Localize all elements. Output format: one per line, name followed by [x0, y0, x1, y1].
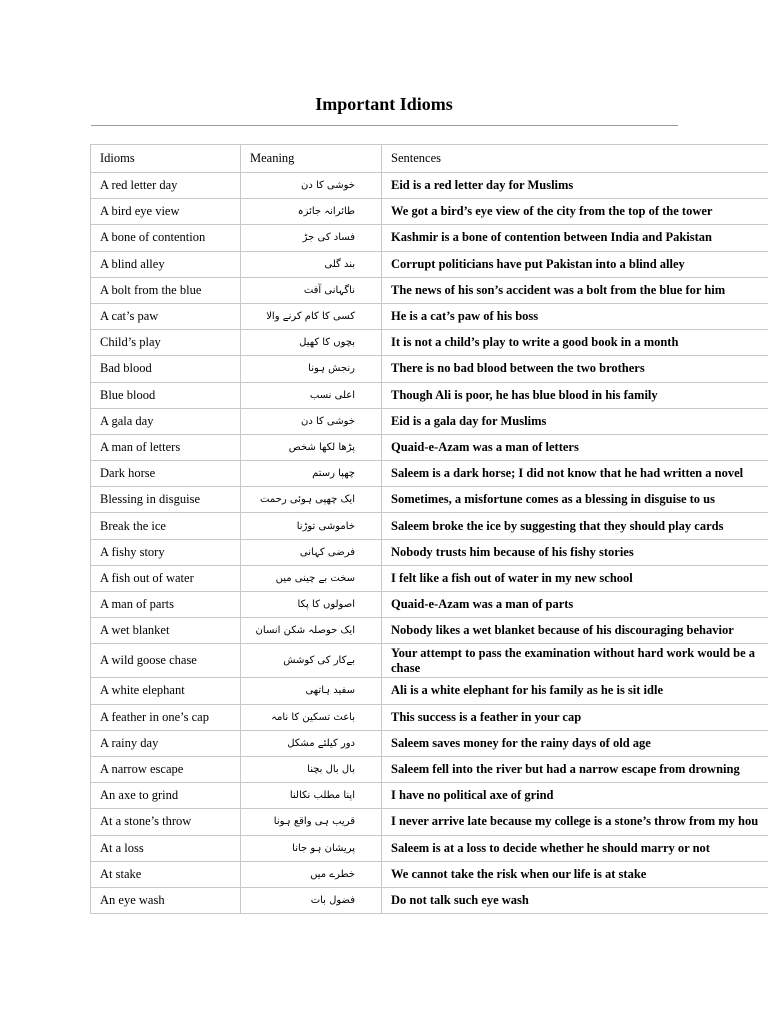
- idiom-cell: Blue blood: [91, 382, 241, 408]
- table-row: [91, 644, 768, 678]
- meaning-cell: باعث تسکین کا نامہ: [241, 704, 382, 730]
- meaning-cell: بچوں کا کھیل: [241, 330, 382, 356]
- table-row: [91, 408, 768, 434]
- page-title: Important Idioms: [315, 94, 453, 114]
- table-row: [91, 678, 768, 704]
- meaning-cell: خطرے میں: [241, 861, 382, 887]
- meaning-cell: ناگہانی آفت: [241, 277, 382, 303]
- table-row: [91, 861, 768, 887]
- sentence-cell: Quaid-e-Azam was a man of parts: [382, 592, 768, 618]
- table-row: [91, 461, 768, 487]
- idiom-cell: A bolt from the blue: [91, 277, 241, 303]
- table-row: [91, 730, 768, 756]
- idiom-cell: A cat’s paw: [91, 303, 241, 329]
- sentence-cell: Corrupt politicians have put Pakistan into a blind alley: [382, 251, 768, 277]
- meaning-cell: چھپا رستم: [241, 461, 382, 487]
- meaning-cell: اصولوں کا پکا: [241, 592, 382, 618]
- idiom-cell: A man of parts: [91, 592, 241, 618]
- table-row: [91, 783, 768, 809]
- table-row: [91, 565, 768, 591]
- idiom-cell: Blessing in disguise: [91, 487, 241, 513]
- table-row: [91, 513, 768, 539]
- meaning-cell: رنجش ہونا: [241, 356, 382, 382]
- meaning-cell: بےکار کی کوشش: [241, 644, 382, 678]
- sentence-cell: We got a bird’s eye view of the city from the top of the tower: [382, 199, 768, 225]
- sentence-cell: I never arrive late because my college is a stone’s throw from my hou: [382, 809, 768, 835]
- table-body: [91, 173, 768, 914]
- sentence-cell: Saleem is at a loss to decide whether he should marry or not: [382, 835, 768, 861]
- table-row: [91, 704, 768, 730]
- idiom-cell: A man of letters: [91, 434, 241, 460]
- idiom-cell: Bad blood: [91, 356, 241, 382]
- sentence-cell: Saleem fell into the river but had a narrow escape from drowning: [382, 756, 768, 782]
- sentence-cell: Eid is a gala day for Muslims: [382, 408, 768, 434]
- table-row: [91, 330, 768, 356]
- idiom-cell: Break the ice: [91, 513, 241, 539]
- meaning-cell: دور کیلئے مشکل: [241, 730, 382, 756]
- idiom-cell: A feather in one’s cap: [91, 704, 241, 730]
- table-row: [91, 434, 768, 460]
- meaning-cell: پڑھا لکھا شخص: [241, 434, 382, 460]
- meaning-cell: قریب ہی واقع ہونا: [241, 809, 382, 835]
- meaning-cell: بال بال بچنا: [241, 756, 382, 782]
- idiom-cell: A wet blanket: [91, 618, 241, 644]
- table-row: [91, 303, 768, 329]
- idiom-cell: A bone of contention: [91, 225, 241, 251]
- meaning-cell: خوشی کا دن: [241, 173, 382, 199]
- header-sentences: Sentences: [382, 145, 768, 173]
- sentence-cell: This success is a feather in your cap: [382, 704, 768, 730]
- table-row: [91, 487, 768, 513]
- sentence-cell: We cannot take the risk when our life is at stake: [382, 861, 768, 887]
- table-row: [91, 887, 768, 913]
- sentence-cell: Do not talk such eye wash: [382, 887, 768, 913]
- table-row: [91, 251, 768, 277]
- table-row: [91, 539, 768, 565]
- table-row: [91, 277, 768, 303]
- idiom-cell: An axe to grind: [91, 783, 241, 809]
- idiom-cell: A narrow escape: [91, 756, 241, 782]
- idiom-cell: At stake: [91, 861, 241, 887]
- table-row: [91, 592, 768, 618]
- idioms-table: [90, 144, 768, 914]
- sentence-cell: Saleem is a dark horse; I did not know that he had written a novel: [382, 461, 768, 487]
- sentence-cell: Ali is a white elephant for his family as he is sit idle: [382, 678, 768, 704]
- sentence-cell: Nobody trusts him because of his fishy stories: [382, 539, 768, 565]
- sentence-cell: Sometimes, a misfortune comes as a blessing in disguise to us: [382, 487, 768, 513]
- idiom-cell: A bird eye view: [91, 199, 241, 225]
- meaning-cell: پریشان ہو جانا: [241, 835, 382, 861]
- table-row: [91, 618, 768, 644]
- header-idioms: Idioms: [91, 145, 241, 173]
- meaning-cell: ایک چھپی ہوئی رحمت: [241, 487, 382, 513]
- sentence-cell: Saleem saves money for the rainy days of old age: [382, 730, 768, 756]
- meaning-cell: طائرانہ جائزہ: [241, 199, 382, 225]
- sentence-cell: The news of his son’s accident was a bolt from the blue for him: [382, 277, 768, 303]
- idiom-cell: A white elephant: [91, 678, 241, 704]
- sentence-cell: Nobody likes a wet blanket because of his discouraging behavior: [382, 618, 768, 644]
- sentence-cell: I have no political axe of grind: [382, 783, 768, 809]
- sentence-cell: There is no bad blood between the two brothers: [382, 356, 768, 382]
- meaning-cell: خاموشی توڑنا: [241, 513, 382, 539]
- sentence-cell: Though Ali is poor, he has blue blood in his family: [382, 382, 768, 408]
- meaning-cell: ایک حوصلہ شکن انسان: [241, 618, 382, 644]
- idiom-cell: A rainy day: [91, 730, 241, 756]
- meaning-cell: بند گلی: [241, 251, 382, 277]
- table-row: [91, 356, 768, 382]
- header-meaning: Meaning: [241, 145, 382, 173]
- idiom-cell: Dark horse: [91, 461, 241, 487]
- meaning-cell: سفید ہاتھی: [241, 678, 382, 704]
- idiom-cell: At a loss: [91, 835, 241, 861]
- table-row: [91, 809, 768, 835]
- meaning-cell: سخت بے چینی میں: [241, 565, 382, 591]
- table-row: [91, 173, 768, 199]
- sentence-cell: It is not a child’s play to write a good book in a month: [382, 330, 768, 356]
- meaning-cell: فساد کی جڑ: [241, 225, 382, 251]
- meaning-cell: کسی کا کام کرنے والا: [241, 303, 382, 329]
- idiom-cell: A gala day: [91, 408, 241, 434]
- sentence-cell: Eid is a red letter day for Muslims: [382, 173, 768, 199]
- idiom-cell: A red letter day: [91, 173, 241, 199]
- idiom-cell: A fishy story: [91, 539, 241, 565]
- idiom-cell: A blind alley: [91, 251, 241, 277]
- table-row: [91, 756, 768, 782]
- title-divider: [91, 125, 678, 126]
- idiom-cell: Child’s play: [91, 330, 241, 356]
- meaning-cell: اپنا مطلب نکالنا: [241, 783, 382, 809]
- sentence-cell: I felt like a fish out of water in my new school: [382, 565, 768, 591]
- sentence-cell: Your attempt to pass the examination without hard work would be a chase: [382, 644, 768, 678]
- table-row: [91, 225, 768, 251]
- meaning-cell: فرضی کہانی: [241, 539, 382, 565]
- meaning-cell: فضول بات: [241, 887, 382, 913]
- sentence-cell: He is a cat’s paw of his boss: [382, 303, 768, 329]
- table-header-row: [91, 145, 768, 173]
- sentence-cell: Kashmir is a bone of contention between India and Pakistan: [382, 225, 768, 251]
- table-row: [91, 199, 768, 225]
- table-row: [91, 835, 768, 861]
- meaning-cell: خوشی کا دن: [241, 408, 382, 434]
- sentence-cell: Saleem broke the ice by suggesting that they should play cards: [382, 513, 768, 539]
- meaning-cell: اعلی نسب: [241, 382, 382, 408]
- idiom-cell: A wild goose chase: [91, 644, 241, 678]
- sentence-cell: Quaid-e-Azam was a man of letters: [382, 434, 768, 460]
- idiom-cell: At a stone’s throw: [91, 809, 241, 835]
- table-row: [91, 382, 768, 408]
- idiom-cell: An eye wash: [91, 887, 241, 913]
- idiom-cell: A fish out of water: [91, 565, 241, 591]
